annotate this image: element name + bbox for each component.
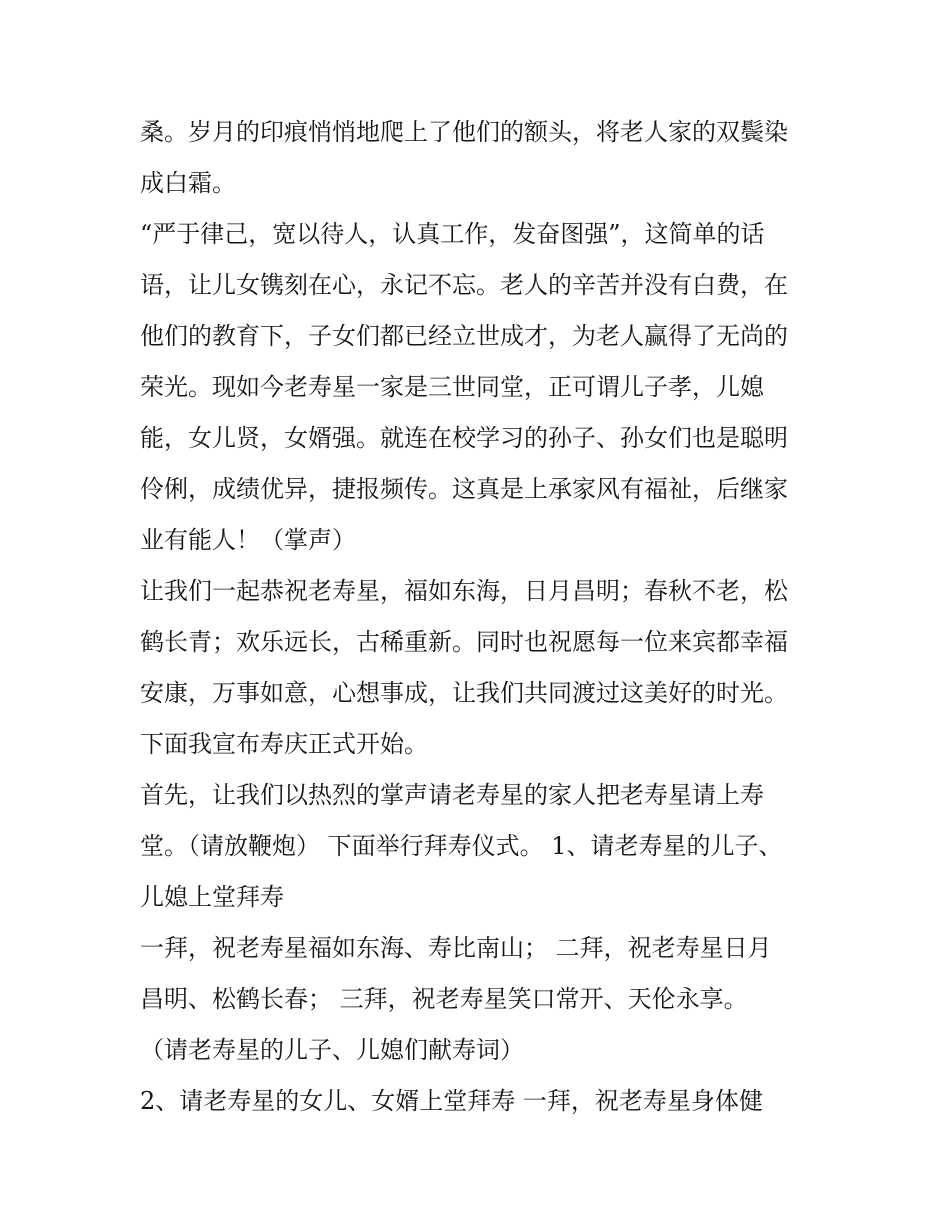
text-line: 业有能人！（掌声） — [140, 526, 356, 554]
text-line: “严于律己，宽以待人，认真工作，发奋图强”，这简单的话 — [140, 220, 765, 248]
text-line: 安康，万事如意，心想事成，让我们共同渡过这美好的时光。 — [140, 679, 788, 707]
text-line: 语，让儿女镌刻在心，永记不忘。老人的辛苦并没有白费，在 — [140, 271, 788, 299]
text-line: 让我们一起恭祝老寿星，福如东海，日月昌明；春秋不老，松 — [140, 577, 788, 605]
text-line: 鹤长青；欢乐远长，古稀重新。同时也祝愿每一位来宾都幸福 — [140, 628, 788, 656]
text-line: 下面我宣布寿庆正式开始。 — [140, 730, 428, 758]
text-line: 伶俐，成绩优异，捷报频传。这真是上承家风有福祉，后继家 — [140, 475, 788, 503]
text-line: 首先，让我们以热烈的掌声请老寿星的家人把老寿星请上寿 — [140, 781, 764, 809]
text-line: 成白霜。 — [140, 169, 236, 197]
text-line: 能，女儿贤，女婿强。就连在校学习的孙子、孙女们也是聪明 — [140, 424, 788, 452]
text-line: （请老寿星的儿子、儿媳们献寿词） — [140, 1036, 524, 1064]
text-line: 昌明、松鹤长春； 三拜，祝老寿星笑口常开、天伦永享。 — [140, 985, 748, 1013]
document-body — [140, 107, 840, 1127]
text-line: 他们的教育下，子女们都已经立世成才，为老人赢得了无尚的 — [140, 322, 788, 350]
text-line: 2、请老寿星的女儿、女婿上堂拜寿 一拜，祝老寿星身体健 — [140, 1087, 763, 1115]
text-line: 荣光。现如今老寿星一家是三世同堂，正可谓儿子孝，儿媳 — [140, 373, 764, 401]
text-line: 堂。（请放鞭炮） 下面举行拜寿仪式。 1、请老寿星的儿子、 — [140, 832, 783, 860]
text-line: 儿媳上堂拜寿 — [140, 883, 284, 911]
text-line: 桑。岁月的印痕悄悄地爬上了他们的额头，将老人家的双鬓染 — [140, 118, 788, 146]
text-line: 一拜，祝老寿星福如东海、寿比南山； 二拜，祝老寿星日月 — [140, 934, 772, 962]
